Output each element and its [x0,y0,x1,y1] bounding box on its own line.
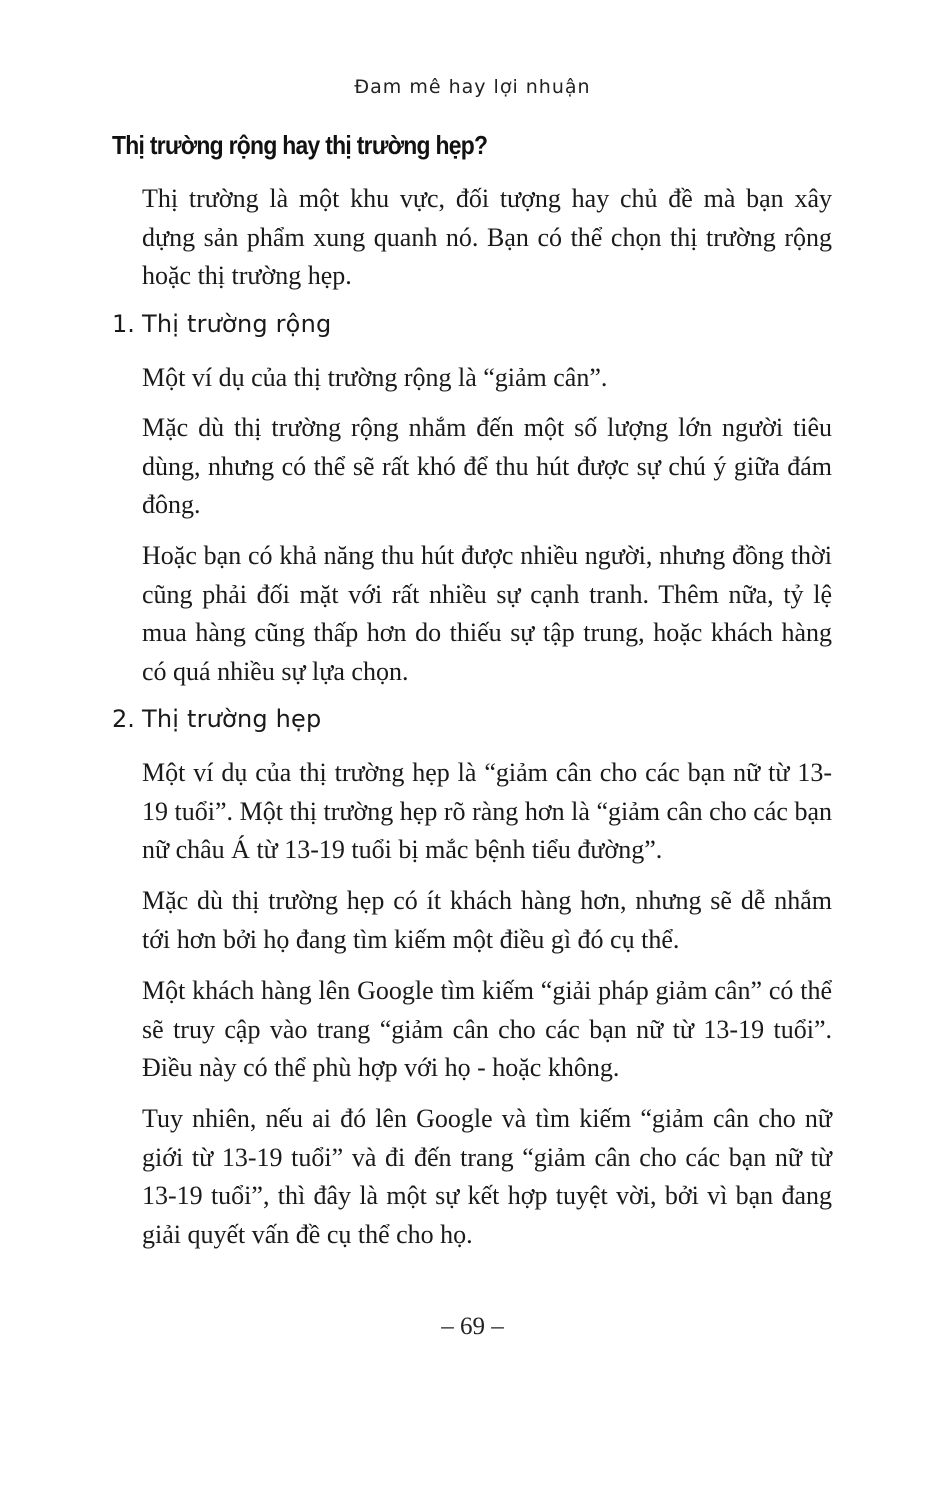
intro-paragraph: Thị trường là một khu vực, đối tượng hay chủ đề mà bạn xây dựng sản phẩm xung quanh nó. Bạn có thể chọn thị trường rộng hoặc thị trường hẹp. [142,184,832,290]
broad-market-paragraph: Hoặc bạn có khả năng thu hút được nhiều người, nhưng đồng thời cũng phải đối mặt với rất nhiều sự cạnh tranh. Thêm nữa, tỷ lệ mua hàng cũng thấp hơn do thiếu sự tập trung, hoặc khách hàng có quá nhiều sự lựa chọn. [142,541,832,686]
list-label: Thị trường hẹp [142,705,322,733]
list-heading-broad-market [112,310,331,338]
list-number: 2. [112,705,135,733]
niche-market-paragraph: Một khách hàng lên Google tìm kiếm “giải pháp giảm cân” có thể sẽ truy cập vào trang “giảm cân cho các bạn nữ từ 13-19 tuổi”. Điều này có thể phù hợp với họ - hoặc không. [142,976,832,1082]
page-number: – 69 – [441,1313,504,1340]
section-title: Thị trường rộng hay thị trường hẹp? [112,130,488,160]
niche-market-example: Một ví dụ của thị trường hẹp là “giảm cân cho các bạn nữ từ 13-19 tuổi”. Một thị trường hẹp rõ ràng hơn là “giảm cân cho các bạn nữ châu Á từ 13-19 tuổi bị mắc bệnh tiểu đường”. [142,758,832,864]
list-heading-niche-market [112,705,321,733]
broad-market-example: Một ví dụ của thị trường rộng là “giảm cân”. [142,363,608,392]
broad-market-paragraph: Mặc dù thị trường rộng nhắm đến một số lượng lớn người tiêu dùng, nhưng có thể sẽ rất khó để thu hút được sự chú ý giữa đám đông. [142,413,832,519]
niche-market-paragraph: Mặc dù thị trường hẹp có ít khách hàng hơn, nhưng sẽ dễ nhắm tới hơn bởi họ đang tìm kiếm một điều gì đó cụ thể. [142,886,832,954]
list-label: Thị trường rộng [142,310,332,338]
running-header: Đam mê hay lợi nhuận [354,76,591,98]
niche-market-paragraph: Tuy nhiên, nếu ai đó lên Google và tìm kiếm “giảm cân cho nữ giới từ 13-19 tuổi” và đi đến trang “giảm cân cho các bạn nữ từ 13-19 tuổi”, thì đây là một sự kết hợp tuyệt vời, bởi vì bạn đang giải quyết vấn đề cụ thể cho họ. [142,1104,832,1249]
list-number: 1. [112,310,135,338]
